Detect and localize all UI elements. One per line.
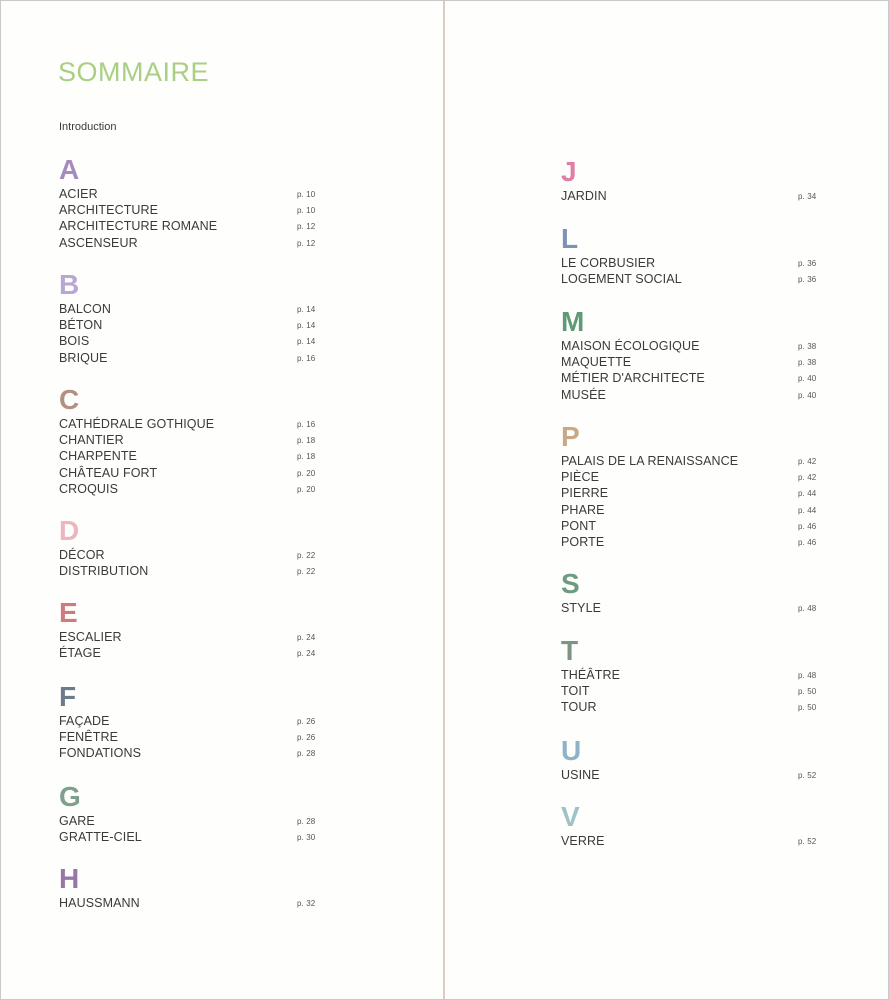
entry-page-number: p. 40 (798, 374, 817, 384)
toc-entry (59, 350, 316, 366)
toc-entry (561, 485, 817, 501)
entry-page-number: p. 44 (798, 505, 817, 515)
entry-label: ÉTAGE (59, 646, 101, 661)
entry-page-number: p. 52 (798, 771, 817, 780)
section-letter: D (59, 515, 80, 546)
toc-entry (59, 301, 316, 317)
toc-entry (561, 338, 817, 354)
section-h (59, 863, 316, 911)
entry-page-number: p. 44 (798, 489, 817, 499)
toc-entry (561, 387, 817, 403)
section-letter: J (561, 156, 577, 187)
entry-page-number: p. 32 (297, 899, 316, 908)
entry-label: HAUSSMANN (59, 896, 140, 910)
entry-page-number: p. 12 (297, 238, 316, 248)
toc-entry (561, 188, 817, 204)
entry-label: PIÈCE (561, 470, 600, 485)
entry-label: PHARE (561, 502, 605, 517)
toc-entry (561, 370, 817, 386)
entry-label: BOIS (59, 334, 90, 349)
entry-label: TOUR (561, 700, 597, 715)
section-letter: M (561, 306, 585, 337)
section-t (561, 635, 817, 716)
entry-label: STYLE (561, 601, 602, 615)
toc-entry (59, 432, 316, 448)
entry-page-number: p. 26 (297, 717, 316, 726)
toc-entry (59, 333, 316, 349)
toc-entry (561, 699, 817, 715)
entry-label: PIERRE (561, 486, 609, 501)
entry-page-number: p. 12 (297, 222, 316, 232)
entry-page-number: p. 36 (798, 259, 817, 268)
entry-label: JARDIN (561, 189, 607, 203)
entry-page-number: p. 14 (297, 321, 316, 331)
entry-label: CATHÉDRALE GOTHIQUE (59, 417, 215, 431)
toc-entry (59, 729, 316, 745)
section-letter: G (59, 781, 81, 812)
toc-entry (59, 745, 316, 761)
entry-label: ASCENSEUR (59, 235, 138, 250)
toc-entry (59, 645, 316, 661)
entry-page-number: p. 20 (297, 484, 316, 494)
entry-page-number: p. 10 (297, 206, 316, 216)
entry-page-number: p. 46 (798, 537, 817, 547)
entry-page-number: p. 10 (297, 190, 316, 199)
entry-label: GRATTE-CIEL (59, 830, 142, 845)
toc-entry (561, 600, 817, 616)
entry-label: ESCALIER (59, 630, 122, 644)
entry-page-number: p. 18 (297, 436, 316, 446)
toc-entry (59, 448, 316, 464)
section-v (561, 801, 817, 849)
toc-entry (59, 218, 316, 234)
toc-entry (561, 502, 817, 518)
toc-entry (561, 683, 817, 699)
page-title: SOMMAIRE (58, 57, 210, 87)
toc-entry (561, 354, 817, 370)
entry-label: BALCON (59, 302, 112, 316)
section-letter: U (561, 735, 582, 766)
entry-label: PORTE (561, 534, 605, 549)
section-letter: S (561, 568, 580, 599)
entry-page-number: p. 50 (798, 687, 817, 697)
entry-page-number: p. 16 (297, 353, 316, 363)
toc-entry (561, 518, 817, 534)
entry-page-number: p. 14 (297, 305, 316, 314)
entry-label: ARCHITECTURE (59, 203, 159, 218)
entry-label: PALAIS DE LA RENAISSANCE (561, 454, 739, 468)
section-letter: V (561, 801, 580, 832)
entry-page-number: p. 26 (297, 733, 316, 743)
entry-page-number: p. 24 (297, 649, 316, 659)
section-b (59, 269, 316, 366)
section-m (561, 306, 817, 403)
entry-page-number: p. 48 (798, 604, 817, 613)
entry-label: MAQUETTE (561, 355, 632, 370)
entry-page-number: p. 28 (297, 749, 316, 759)
section-d (59, 515, 316, 579)
entry-label: LOGEMENT SOCIAL (561, 272, 682, 287)
toc-entry (59, 713, 316, 729)
toc-entry (59, 235, 316, 251)
entry-label: TOIT (561, 684, 590, 699)
section-s (561, 568, 817, 616)
toc-entry (561, 534, 817, 550)
entry-label: MUSÉE (561, 387, 606, 402)
toc-entry (561, 767, 817, 783)
section-letter: C (59, 384, 80, 415)
section-letter: T (561, 635, 579, 666)
toc-entry (59, 813, 316, 829)
toc-entry (561, 271, 817, 287)
section-letter: L (561, 223, 579, 254)
section-letter: B (59, 269, 80, 300)
toc-entry (59, 317, 316, 333)
entry-label: MAISON ÉCOLOGIQUE (561, 339, 700, 353)
entry-page-number: p. 22 (297, 567, 316, 577)
entry-page-number: p. 22 (297, 551, 316, 560)
entry-page-number: p. 14 (297, 337, 316, 347)
introduction-link: Introduction (59, 121, 117, 133)
section-l (561, 223, 817, 287)
toc-entry (59, 629, 316, 645)
entry-page-number: p. 50 (798, 703, 817, 713)
entry-label: GARE (59, 814, 95, 828)
entry-page-number: p. 42 (798, 457, 817, 466)
entry-page-number: p. 16 (297, 420, 316, 429)
entry-label: PONT (561, 518, 597, 533)
section-j (561, 156, 817, 204)
toc-entry (561, 667, 817, 683)
entry-page-number: p. 28 (297, 817, 316, 826)
entry-page-number: p. 30 (297, 833, 316, 843)
section-letter: E (59, 597, 78, 628)
toc-entry (59, 895, 316, 911)
entry-label: USINE (561, 768, 600, 782)
toc-entry (59, 481, 316, 497)
entry-page-number: p. 24 (297, 633, 316, 642)
entry-label: CHÂTEAU FORT (59, 465, 158, 480)
entry-page-number: p. 48 (798, 671, 817, 680)
section-letter: P (561, 421, 580, 452)
section-letter: H (59, 863, 80, 894)
entry-page-number: p. 40 (798, 390, 817, 400)
toc-entry (59, 202, 316, 218)
toc-entry (59, 186, 316, 202)
entry-label: VERRE (561, 834, 605, 848)
toc-entry (59, 465, 316, 481)
entry-page-number: p. 34 (798, 192, 817, 201)
entry-label: CHANTIER (59, 433, 124, 448)
section-f (59, 681, 316, 762)
toc-entry (561, 453, 817, 469)
entry-page-number: p. 36 (798, 275, 817, 285)
entry-label: ARCHITECTURE ROMANE (59, 219, 218, 234)
section-letter: F (59, 681, 77, 712)
toc-entry (561, 469, 817, 485)
entry-label: CROQUIS (59, 481, 119, 496)
toc-entry (59, 416, 316, 432)
toc-entry (561, 833, 817, 849)
entry-page-number: p. 52 (798, 837, 817, 846)
toc-entry (59, 563, 316, 579)
entry-page-number: p. 42 (798, 473, 817, 483)
book-spine (443, 1, 445, 999)
entry-label: LE CORBUSIER (561, 256, 656, 270)
section-letter: A (59, 154, 80, 185)
entry-label: FAÇADE (59, 714, 110, 728)
toc-entry (59, 547, 316, 563)
entry-label: FENÊTRE (59, 730, 119, 745)
toc-entry (561, 255, 817, 271)
section-a (59, 154, 316, 251)
entry-label: BRIQUE (59, 350, 108, 365)
entry-page-number: p. 20 (297, 468, 316, 478)
section-p (561, 421, 817, 550)
section-c (59, 384, 316, 497)
entry-label: CHARPENTE (59, 449, 137, 464)
section-g (59, 781, 316, 845)
section-u (561, 735, 817, 783)
entry-page-number: p. 38 (798, 342, 817, 351)
entry-label: DISTRIBUTION (59, 564, 149, 579)
entry-page-number: p. 18 (297, 452, 316, 462)
entry-label: DÉCOR (59, 548, 105, 562)
entry-page-number: p. 38 (798, 358, 817, 368)
entry-label: FONDATIONS (59, 746, 142, 761)
toc-entry (59, 829, 316, 845)
entry-label: THÉÂTRE (561, 668, 621, 682)
entry-label: MÉTIER D'ARCHITECTE (561, 371, 705, 386)
entry-label: ACIER (59, 187, 98, 201)
section-e (59, 597, 316, 661)
entry-page-number: p. 46 (798, 521, 817, 531)
entry-label: BÉTON (59, 318, 103, 333)
